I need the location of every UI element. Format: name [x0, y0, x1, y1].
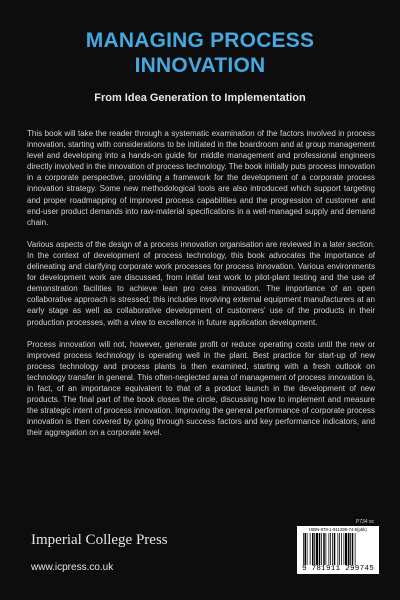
isbn-barcode	[297, 526, 379, 574]
barcode-bar	[323, 533, 325, 565]
barcode-bar	[338, 533, 339, 565]
publisher-website: www.icpress.co.uk	[31, 562, 114, 573]
barcode-bar	[312, 533, 314, 565]
barcode-bar	[305, 533, 307, 565]
barcode-bar	[341, 533, 342, 565]
barcode-bar	[329, 533, 330, 565]
barcode-bar	[310, 533, 311, 565]
barcode-bar	[339, 533, 340, 565]
barcode-bar	[344, 533, 345, 565]
blurb-paragraph-3: Process innovation will not, however, generate profit or reduce operating costs until the new or improved process technology is operating well in the plant. Best practice for start-up of new process technology and process plants is then examined, starting with a fresh outlook on technology transfer in general. This often-neglected area of management of process innovation is, in fact, of an importance equivalent to that of a product launch in the development of new products. The final part of the book closes the circle, discussing how to implement and measure the strategic intent of process innovation. Improving the general performance of corporate process innovation is then covered by going through success factors and key performance indicators, and their aggregation on a corporate level.	[27, 339, 375, 438]
barcode-bar	[307, 533, 308, 565]
book-title	[0, 28, 400, 78]
price-code: P734 sc	[355, 519, 374, 525]
barcode-bar	[303, 533, 304, 565]
barcode-bars	[303, 533, 373, 565]
publisher-name: Imperial College Press	[31, 532, 168, 548]
barcode-bar	[348, 533, 350, 565]
barcode-bar	[330, 533, 331, 565]
barcode-bar	[345, 533, 347, 565]
blurb-paragraph-1: This book will take the reader through a systematic examination of the factors involved in process innovation, starting with considerations to be initiated in the boardroom and at group management level and developing into a hands-on guide for middle management and professional engineers directly involved in the innovation of process technology. The book initially puts process innovation in a corporate perspective, providing a framework for the development of a corporate process innovation strategy. Some new methodological tools are also introduced which support targeting and proper roadmapping of improved process capabilities and the progression of customer and end-user product demands into raw-material specifications in a well-managed supply and demand chain.	[27, 129, 375, 227]
book-subtitle: From Idea Generation to Implementation	[94, 92, 306, 104]
barcode-bar	[319, 533, 321, 565]
barcode-bar	[326, 533, 327, 565]
barcode-bar	[332, 533, 333, 565]
title-line-2: INNOVATION	[134, 54, 266, 77]
barcode-bar	[334, 533, 336, 565]
barcode-bar	[321, 533, 322, 565]
barcode-bar	[352, 533, 354, 565]
barcode-bar	[316, 533, 318, 565]
isbn-label: ISBN-978-1-911299-74-5(pbk)	[309, 527, 367, 532]
barcode-bar	[355, 533, 356, 565]
barcode-bar	[350, 533, 351, 565]
blurb-paragraph-2: Various aspects of the design of a process innovation organisation are reviewed in a later section. In the context of development of process technology, this book advocates the importance of delineating and clarifying corporate work processes for process innovation. Various environments for development work are discussed, from initial test work to pilot-plant testing and the use of demonstration facilities to achieve lean pro cess innovation. The importance of an open collaborative approach is stressed; this includes involving external equipment manufacturers at an early stage as well as collaborative development of customers' use of the products in their production processes, with a view to excellence in future application development.	[27, 239, 375, 327]
blurb-text	[27, 128, 375, 449]
barcode-digits: 9 781911 299745	[301, 565, 374, 573]
barcode-bar	[314, 533, 315, 565]
title-line-1: MANAGING PROCESS	[85, 29, 315, 52]
